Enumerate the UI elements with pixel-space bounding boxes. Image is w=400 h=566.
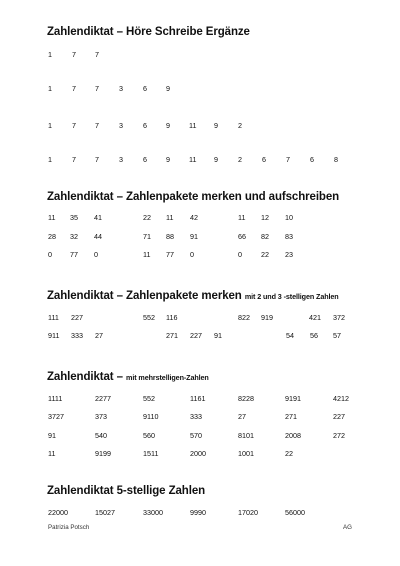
number-cell: 2 — [238, 155, 242, 164]
number-row — [0, 250, 400, 260]
number-cell: 3 — [119, 155, 123, 164]
number-cell: 6 — [143, 121, 147, 130]
number-cell: 1 — [48, 121, 52, 130]
number-cell: 11 — [189, 155, 197, 164]
number-cell: 22000 — [48, 508, 68, 517]
number-cell: 7 — [72, 84, 76, 93]
number-cell: 91 — [48, 431, 56, 440]
number-row — [0, 508, 400, 518]
number-cell: 7 — [286, 155, 290, 164]
number-cell: 6 — [143, 155, 147, 164]
number-cell: 1 — [48, 84, 52, 93]
number-cell: 27 — [95, 331, 103, 340]
number-cell: 23 — [285, 250, 293, 259]
number-cell: 271 — [285, 412, 297, 421]
number-cell: 10 — [285, 213, 293, 222]
number-cell: 9110 — [143, 412, 159, 421]
number-cell: 9 — [214, 155, 218, 164]
number-cell: 9 — [166, 155, 170, 164]
number-row — [0, 313, 400, 323]
number-row — [0, 431, 400, 441]
number-cell: 11 — [48, 213, 56, 222]
number-cell: 11 — [189, 121, 197, 130]
number-cell: 22 — [285, 449, 293, 458]
number-cell: 57 — [333, 331, 341, 340]
number-cell: 272 — [333, 431, 345, 440]
number-cell: 33000 — [143, 508, 163, 517]
number-row — [0, 449, 400, 459]
number-cell: 7 — [95, 155, 99, 164]
number-cell: 227 — [333, 412, 345, 421]
number-cell: 9 — [166, 84, 170, 93]
number-cell: 372 — [333, 313, 345, 322]
number-cell: 6 — [143, 84, 147, 93]
number-cell: 8101 — [238, 431, 254, 440]
number-cell: 2008 — [285, 431, 301, 440]
section-title-text: Zahlendiktat – — [47, 371, 123, 383]
number-cell: 3 — [119, 84, 123, 93]
number-cell: 911 — [48, 331, 60, 340]
number-cell: 1001 — [238, 449, 254, 458]
number-cell: 7 — [95, 121, 99, 130]
number-cell: 570 — [190, 431, 202, 440]
section-title-text: Zahlendiktat 5-stellige Zahlen — [47, 485, 206, 497]
number-cell: 227 — [71, 313, 83, 322]
number-cell: 17020 — [238, 508, 258, 517]
section-title-text: Zahlendiktat – Höre Schreibe Ergänze — [47, 26, 250, 38]
number-cell: 7 — [95, 50, 99, 59]
number-cell: 552 — [143, 313, 155, 322]
number-cell: 56000 — [285, 508, 305, 517]
number-cell: 0 — [48, 250, 52, 259]
number-cell: 111 — [48, 313, 59, 322]
number-cell: 11 — [143, 250, 151, 259]
number-cell: 41 — [94, 213, 102, 222]
number-cell: 6 — [262, 155, 266, 164]
number-cell: 9191 — [285, 394, 301, 403]
number-cell: 32 — [70, 232, 78, 241]
number-cell: 0 — [238, 250, 242, 259]
number-cell: 1511 — [143, 449, 159, 458]
number-cell: 9 — [166, 121, 170, 130]
number-cell: 28 — [48, 232, 56, 241]
number-cell: 91 — [214, 331, 222, 340]
section-title — [47, 485, 205, 497]
number-row — [0, 412, 400, 422]
number-cell: 8228 — [238, 394, 254, 403]
section-subtitle: mit mehrstelligen-Zahlen — [126, 373, 209, 382]
number-row — [0, 84, 400, 94]
number-cell: 333 — [71, 331, 83, 340]
number-row — [0, 331, 400, 341]
number-cell: 7 — [72, 155, 76, 164]
number-cell: 35 — [70, 213, 78, 222]
number-cell: 42 — [190, 213, 198, 222]
number-cell: 1111 — [48, 394, 63, 403]
number-row — [0, 213, 400, 223]
footer-initials: AG — [343, 524, 352, 531]
number-cell: 44 — [94, 232, 102, 241]
number-cell: 2 — [238, 121, 242, 130]
number-cell: 7 — [72, 121, 76, 130]
number-cell: 271 — [166, 331, 178, 340]
number-cell: 7 — [95, 84, 99, 93]
section-title — [47, 371, 209, 383]
footer-author: Patrizia Potsch — [48, 524, 90, 531]
number-cell: 1 — [48, 155, 52, 164]
number-cell: 11 — [48, 449, 56, 458]
number-cell: 822 — [238, 313, 250, 322]
number-cell: 77 — [70, 250, 78, 259]
number-cell: 333 — [190, 412, 202, 421]
section-title — [47, 26, 250, 38]
number-cell: 11 — [238, 213, 246, 222]
number-cell: 9 — [214, 121, 218, 130]
number-cell: 116 — [166, 313, 178, 322]
number-cell: 3 — [119, 121, 123, 130]
number-cell: 919 — [261, 313, 273, 322]
number-cell: 3727 — [48, 412, 64, 421]
number-cell: 7 — [72, 50, 76, 59]
number-row — [0, 232, 400, 242]
section-title-text: Zahlendiktat – Zahlenpakete merken und aufschreiben — [47, 191, 340, 203]
number-cell: 1161 — [190, 394, 206, 403]
number-cell: 421 — [309, 313, 321, 322]
number-cell: 82 — [261, 232, 269, 241]
number-row — [0, 121, 400, 131]
number-cell: 1 — [48, 50, 52, 59]
section-title — [47, 290, 339, 302]
number-cell: 227 — [190, 331, 202, 340]
number-cell: 8 — [334, 155, 338, 164]
number-cell: 66 — [238, 232, 246, 241]
number-cell: 12 — [261, 213, 269, 222]
number-cell: 71 — [143, 232, 151, 241]
number-cell: 4212 — [333, 394, 349, 403]
number-cell: 2277 — [95, 394, 111, 403]
section-title-text: Zahlendiktat – Zahlenpakete merken — [47, 290, 242, 302]
number-cell: 6 — [310, 155, 314, 164]
number-cell: 552 — [143, 394, 155, 403]
section-title — [47, 191, 339, 203]
number-row — [0, 155, 400, 165]
number-cell: 88 — [166, 232, 174, 241]
number-cell: 11 — [166, 213, 174, 222]
number-cell: 22 — [261, 250, 269, 259]
number-cell: 56 — [310, 331, 318, 340]
number-cell: 0 — [94, 250, 98, 259]
number-cell: 91 — [190, 232, 198, 241]
number-cell: 560 — [143, 431, 155, 440]
number-cell: 540 — [95, 431, 107, 440]
number-cell: 9990 — [190, 508, 206, 517]
number-cell: 22 — [143, 213, 151, 222]
number-cell: 2000 — [190, 449, 206, 458]
number-cell: 77 — [166, 250, 174, 259]
number-cell: 54 — [286, 331, 294, 340]
number-row — [0, 50, 400, 60]
number-cell: 15027 — [95, 508, 115, 517]
number-cell: 27 — [238, 412, 246, 421]
section-subtitle: mit 2 und 3 -stelligen Zahlen — [244, 292, 339, 301]
number-cell: 9199 — [95, 449, 111, 458]
number-cell: 0 — [190, 250, 194, 259]
number-cell: 83 — [285, 232, 293, 241]
number-row — [0, 394, 400, 404]
number-cell: 373 — [95, 412, 107, 421]
